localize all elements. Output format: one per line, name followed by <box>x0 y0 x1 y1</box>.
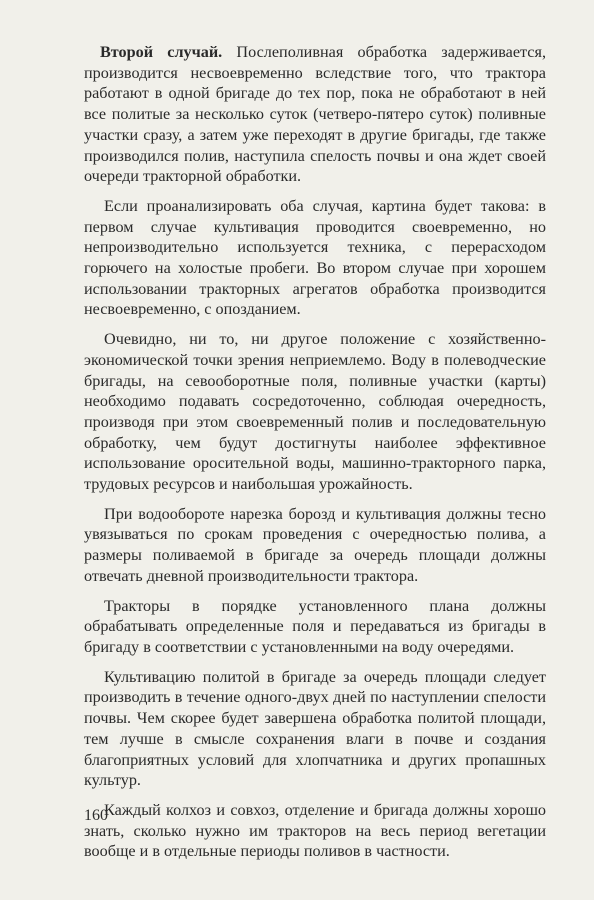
paragraph-5: Тракторы в порядке установленного плана должны обрабатывать определенные поля и передаваться из бригады в бригаду в соответствии с установленными на воду очередями. <box>84 596 546 656</box>
paragraph-4: При водообороте нарезка борозд и культивация должны тесно увязываться по срокам проведения с очередностью полива, а размеры поливаемой в бригаде за очередь площади должны отвечать дневной производительности трактора. <box>84 504 546 585</box>
paragraph-1-lead: Второй случай. <box>100 43 223 61</box>
paragraph-6: Культивацию политой в бригаде за очередь площади следует производить в течение одного-двух дней по наступлении спелости почвы. Чем скорее будет завершена обработка политой площади, тем лучше в смысле сохранения влаги в почве и создания благоприятных условий для хлопчатника и других пропашных культур. <box>84 667 546 790</box>
paragraph-1 <box>84 42 546 187</box>
paragraph-1-text: Послеполивная обработка задерживается, производится несвоевременно вследствие того, что трактора работают в одной бригаде до тех пор, пока не обработают в ней все политые за несколько суток (четверо-пятеро суток) поливные участки сразу, а затем уже переходят в другие бригады, где также производился полив, наступила спелость почвы и она ждет своей очереди тракторной обработки. <box>84 43 546 186</box>
page-body <box>84 42 546 871</box>
paragraph-7: Каждый колхоз и совхоз, отделение и бригада должны хорошо знать, сколько нужно им тракторов на весь период вегетации вообще и в отдельные периоды поливов в частности. <box>84 800 546 861</box>
paragraph-2: Если проанализировать оба случая, картина будет такова: в первом случае культивация проводится своевременно, но непроизводительно используется техника, с перерасходом горючего на холостые пробеги. Во втором случае при хорошем использовании тракторных агрегатов обработка производится несвоевременно, с опозданием. <box>84 196 546 319</box>
paragraph-3: Очевидно, ни то, ни другое положение с хозяйственно-экономической точки зрения неприемлемо. Воду в полеводческие бригады, на севооборотные поля, поливные участки (карты) необходимо подавать сосредоточенно, соблюдая очередность, производя при этом своевременный полив и последовательную обработку, чем будут достигнуты наиболее эффективное использование оросительной воды, машинно-тракторного парка, трудовых ресурсов и наибольшая урожайность. <box>84 330 546 494</box>
page-number: 160 <box>84 807 108 824</box>
